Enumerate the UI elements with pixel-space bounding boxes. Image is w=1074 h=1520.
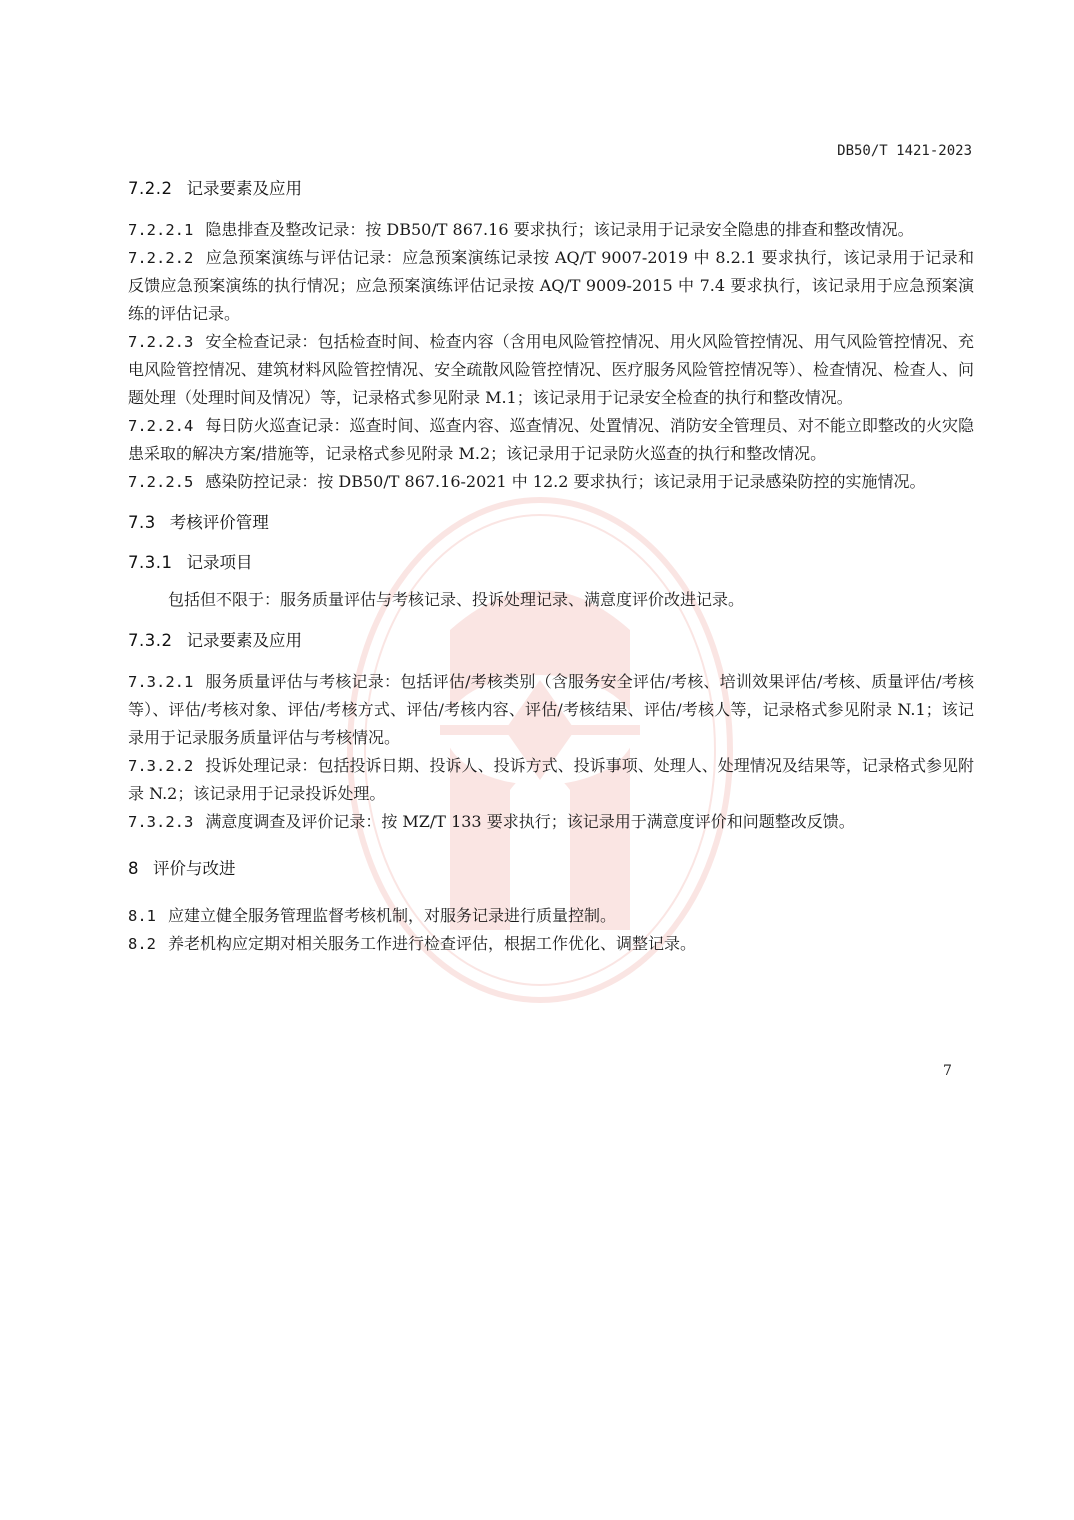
document-code: DB50/T 1421-2023 [837, 143, 972, 159]
clause-text: 安全检查记录：包括检查时间、检查内容（含用电风险管控情况、用火风险管控情况、用气风险管控情况、充电风险管控情况、建筑材料风险管控情况、安全疏散风险管控情况、医疗服务风险管控情况等）、检查情况、检查人、问题处理（处理时间及情况）等，记录格式参见附录 M.1；该记录用于记录安全检查的执行和整改情况。 [128, 332, 974, 407]
clause-7-3-2-1 [128, 668, 974, 752]
clause-number: 7.2.2.5 [128, 473, 194, 491]
clause-text: 服务质量评估与考核记录：包括评估/考核类别（含服务安全评估/考核、培训效果评估/考核、质量评估/考核等）、评估/考核对象、评估/考核方式、评估/考核内容、评估/考核结果、评估/考核人等，记录格式参见附录 N.1；该记录用于记录服务质量评估与考核情况。 [128, 672, 974, 747]
clause-number: 7.3.2.2 [128, 757, 194, 775]
clause-text: 应建立健全服务管理监督考核机制，对服务记录进行质量控制。 [168, 906, 617, 925]
clause-8-2 [128, 930, 974, 958]
section-heading-7-2-2 [128, 176, 974, 202]
clause-text: 应急预案演练与评估记录：应急预案演练记录按 AQ/T 9007-2019 中 8.2.1 要求执行，该记录用于记录和反馈应急预案演练的执行情况；应急预案演练评估记录按 AQ/T 9009-2015 中 7.4 要求执行，该记录用于应急预案演练的评估记录。 [128, 248, 974, 323]
section-heading-8 [128, 856, 974, 882]
clause-number: 7.3.2.1 [128, 673, 194, 691]
section-heading-7-3-2 [128, 628, 974, 654]
clause-8-1 [128, 902, 974, 930]
clause-7-2-2-2 [128, 244, 974, 328]
clause-7-3-2-3 [128, 808, 974, 836]
clause-number: 7.3.2.3 [128, 813, 194, 831]
clause-number: 8.1 [128, 907, 156, 925]
document-body [128, 176, 974, 958]
clause-text: 感染防控记录：按 DB50/T 867.16-2021 中 12.2 要求执行；该记录用于记录感染防控的实施情况。 [205, 472, 926, 491]
clause-number: 7.2.2.3 [128, 333, 194, 351]
section-title: 考核评价管理 [169, 513, 269, 532]
section-title: 评价与改进 [153, 859, 236, 878]
section-title: 记录项目 [186, 553, 253, 572]
clause-text: 隐患排查及整改记录：按 DB50/T 867.16 要求执行；该记录用于记录安全隐患的排查和整改情况。 [205, 220, 914, 239]
section-number: 8 [128, 859, 139, 878]
clause-number: 7.2.2.4 [128, 417, 194, 435]
section-number: 7.3.1 [128, 553, 173, 572]
section-number: 7.2.2 [128, 179, 173, 198]
clause-text: 养老机构应定期对相关服务工作进行检查评估，根据工作优化、调整记录。 [168, 934, 697, 953]
clause-7-2-2-5 [128, 468, 974, 496]
section-title: 记录要素及应用 [186, 179, 302, 198]
clause-7-2-2-4 [128, 412, 974, 468]
clause-text: 每日防火巡查记录：巡查时间、巡查内容、巡查情况、处置情况、消防安全管理员、对不能立即整改的火灾隐患采取的解决方案/措施等，记录格式参见附录 M.2；该记录用于记录防火巡查的执行和整改情况。 [128, 416, 974, 463]
clause-7-3-2-2 [128, 752, 974, 808]
section-heading-7-3 [128, 510, 974, 536]
clause-number: 7.2.2.1 [128, 221, 194, 239]
section-number: 7.3 [128, 513, 156, 532]
clause-7-2-2-1 [128, 216, 974, 244]
section-title: 记录要素及应用 [186, 631, 302, 650]
page-number: 7 [943, 1063, 952, 1079]
clause-number: 7.2.2.2 [128, 249, 194, 267]
clause-7-3-1-body: 包括但不限于：服务质量评估与考核记录、投诉处理记录、满意度评价改进记录。 [168, 590, 745, 609]
section-number: 7.3.2 [128, 631, 173, 650]
clause-text: 满意度调查及评价记录：按 MZ/T 133 要求执行；该记录用于满意度评价和问题整改反馈。 [205, 812, 855, 831]
clause-number: 8.2 [128, 935, 156, 953]
section-heading-7-3-1 [128, 550, 974, 576]
clause-7-2-2-3 [128, 328, 974, 412]
clause-text: 投诉处理记录：包括投诉日期、投诉人、投诉方式、投诉事项、处理人、处理情况及结果等，记录格式参见附录 N.2；该记录用于记录投诉处理。 [128, 756, 974, 803]
